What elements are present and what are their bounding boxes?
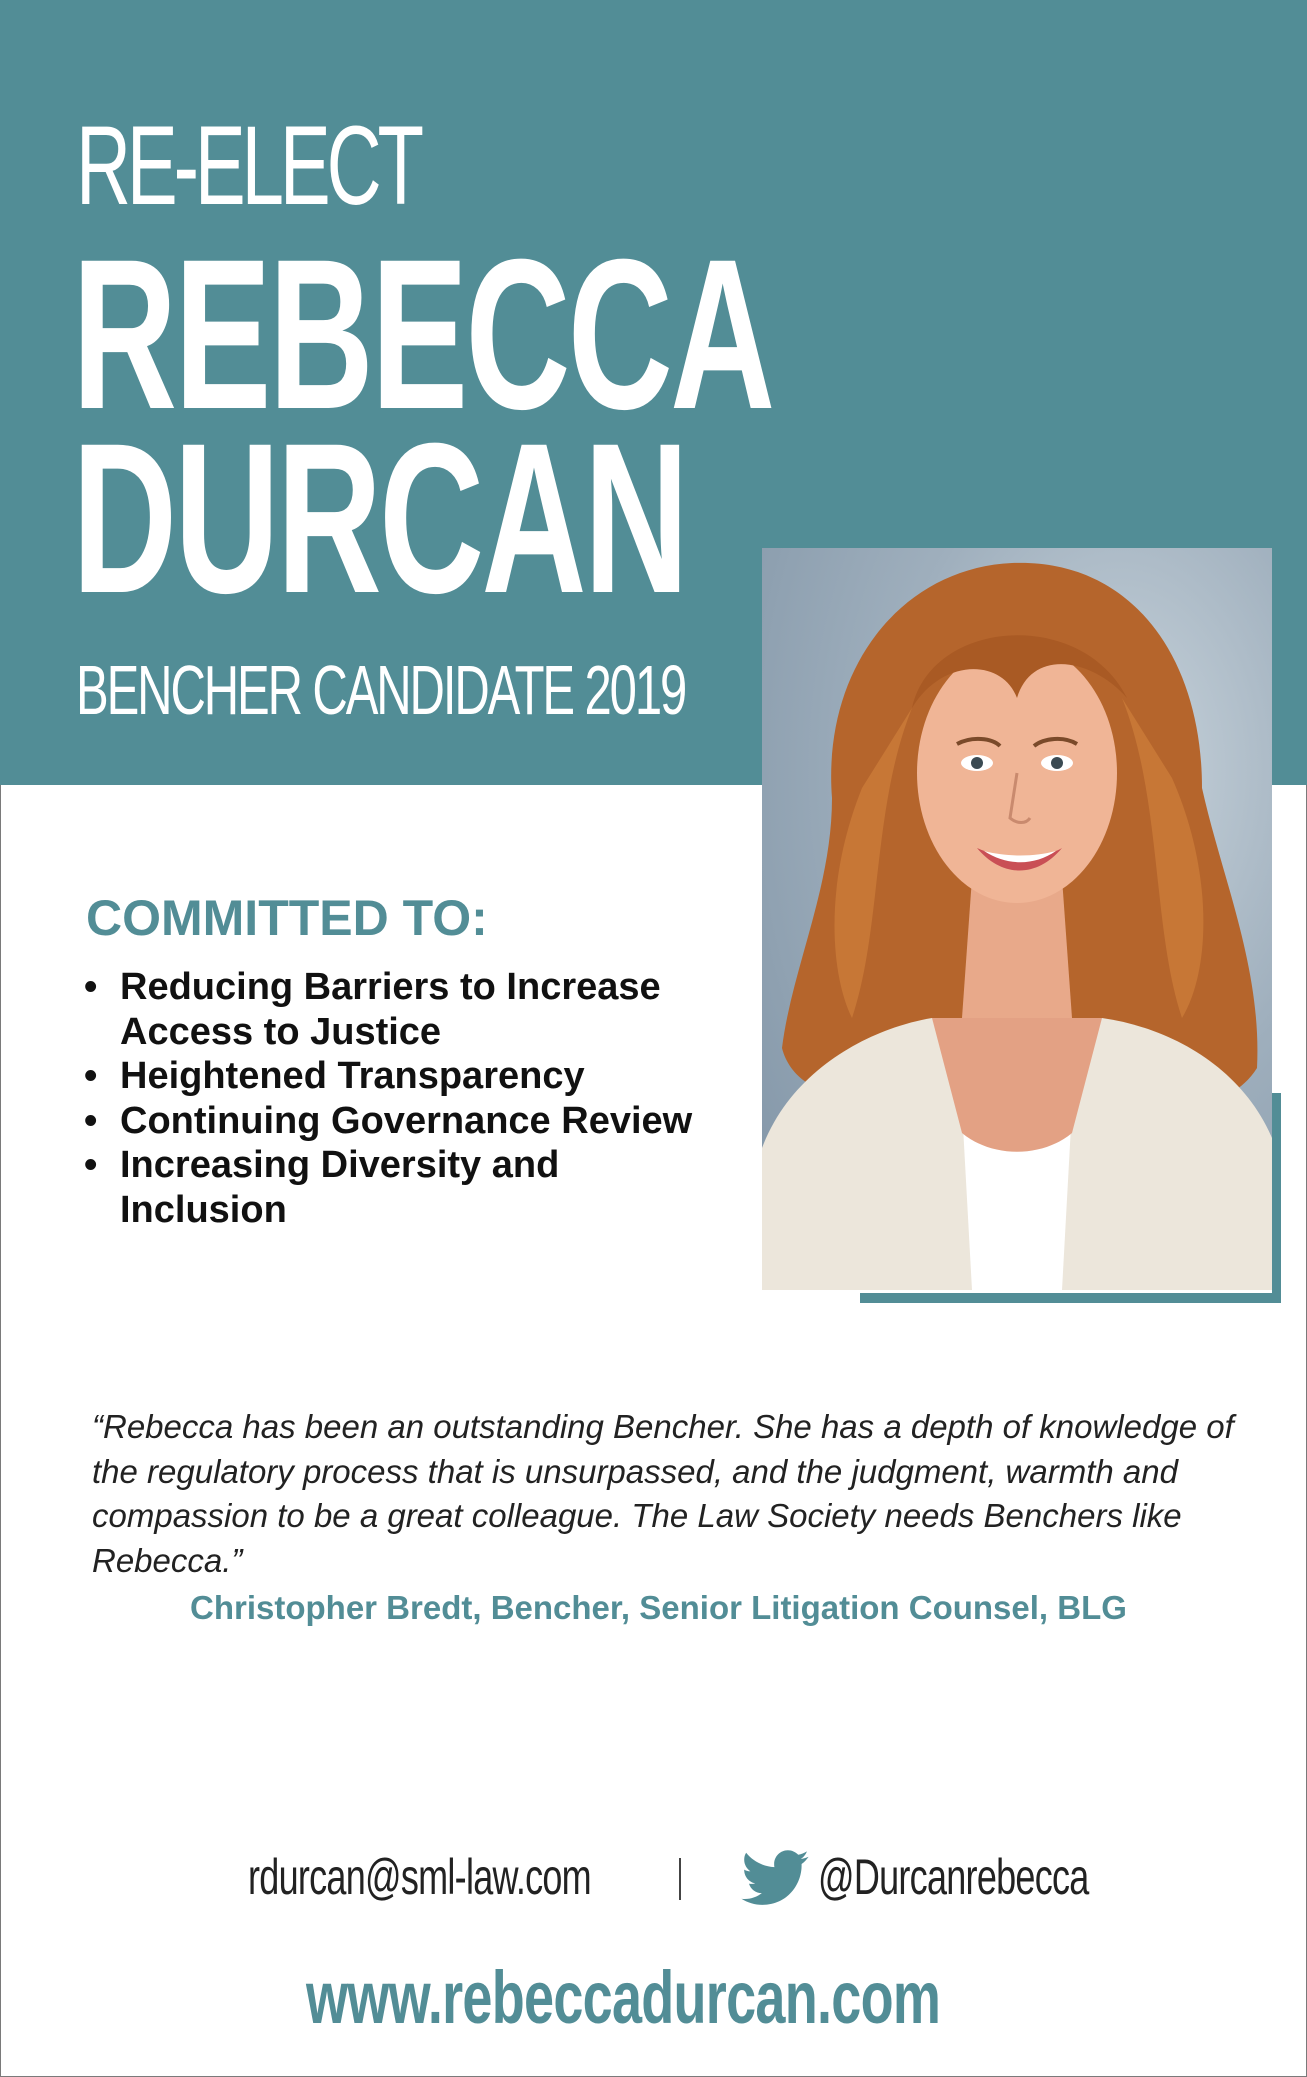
bullet-icon: • xyxy=(84,1144,98,1186)
bullet-icon: • xyxy=(84,1055,98,1097)
candidate-subtitle: BENCHER CANDIDATE 2019 xyxy=(76,651,686,729)
commitment-text: Heightened Transparency xyxy=(120,1055,585,1097)
bullet-icon: • xyxy=(84,966,98,1008)
testimonial-quote: “Rebecca has been an outstanding Bencher. She has a depth of knowledge of the regulatory process that is unsurpassed, and the judgment, warmth and compassion to be a great colleague. The Law Society needs Benchers like Rebecca.” xyxy=(92,1408,1234,1579)
re-elect-label: RE-ELECT xyxy=(76,103,420,228)
commitments-list xyxy=(84,965,724,1232)
commitment-text: Increasing Diversity and Inclusion xyxy=(120,1144,560,1231)
website-link[interactable]: www.rebeccadurcan.com xyxy=(306,1956,941,2039)
photo-accent-horizontal xyxy=(860,1293,1281,1303)
testimonial-attribution: Christopher Bredt, Bencher, Senior Litigation Counsel, BLG xyxy=(190,1589,1127,1626)
twitter-handle-link[interactable]: @Durcanrebecca xyxy=(818,1849,1089,1905)
list-item xyxy=(84,965,724,1054)
list-item xyxy=(84,1143,724,1232)
committed-to-heading: COMMITTED TO: xyxy=(86,890,488,946)
photo-accent-vertical xyxy=(1272,1093,1281,1303)
commitment-text: Reducing Barriers to Increase Access to Justice xyxy=(120,966,661,1053)
email-link[interactable]: rdurcan@sml-law.com xyxy=(248,1849,591,1905)
list-item xyxy=(84,1099,724,1144)
candidate-last-name: DURCAN xyxy=(72,399,687,638)
bullet-icon: • xyxy=(84,1099,98,1142)
candidate-first-name: REBECCA xyxy=(72,215,773,454)
candidate-portrait xyxy=(762,548,1272,1290)
commitment-text: Continuing Governance Review xyxy=(120,1099,693,1142)
list-item xyxy=(84,1054,724,1099)
twitter-bird-icon xyxy=(738,1850,812,1906)
portrait-illustration xyxy=(762,548,1272,1290)
contact-divider xyxy=(679,1858,681,1900)
